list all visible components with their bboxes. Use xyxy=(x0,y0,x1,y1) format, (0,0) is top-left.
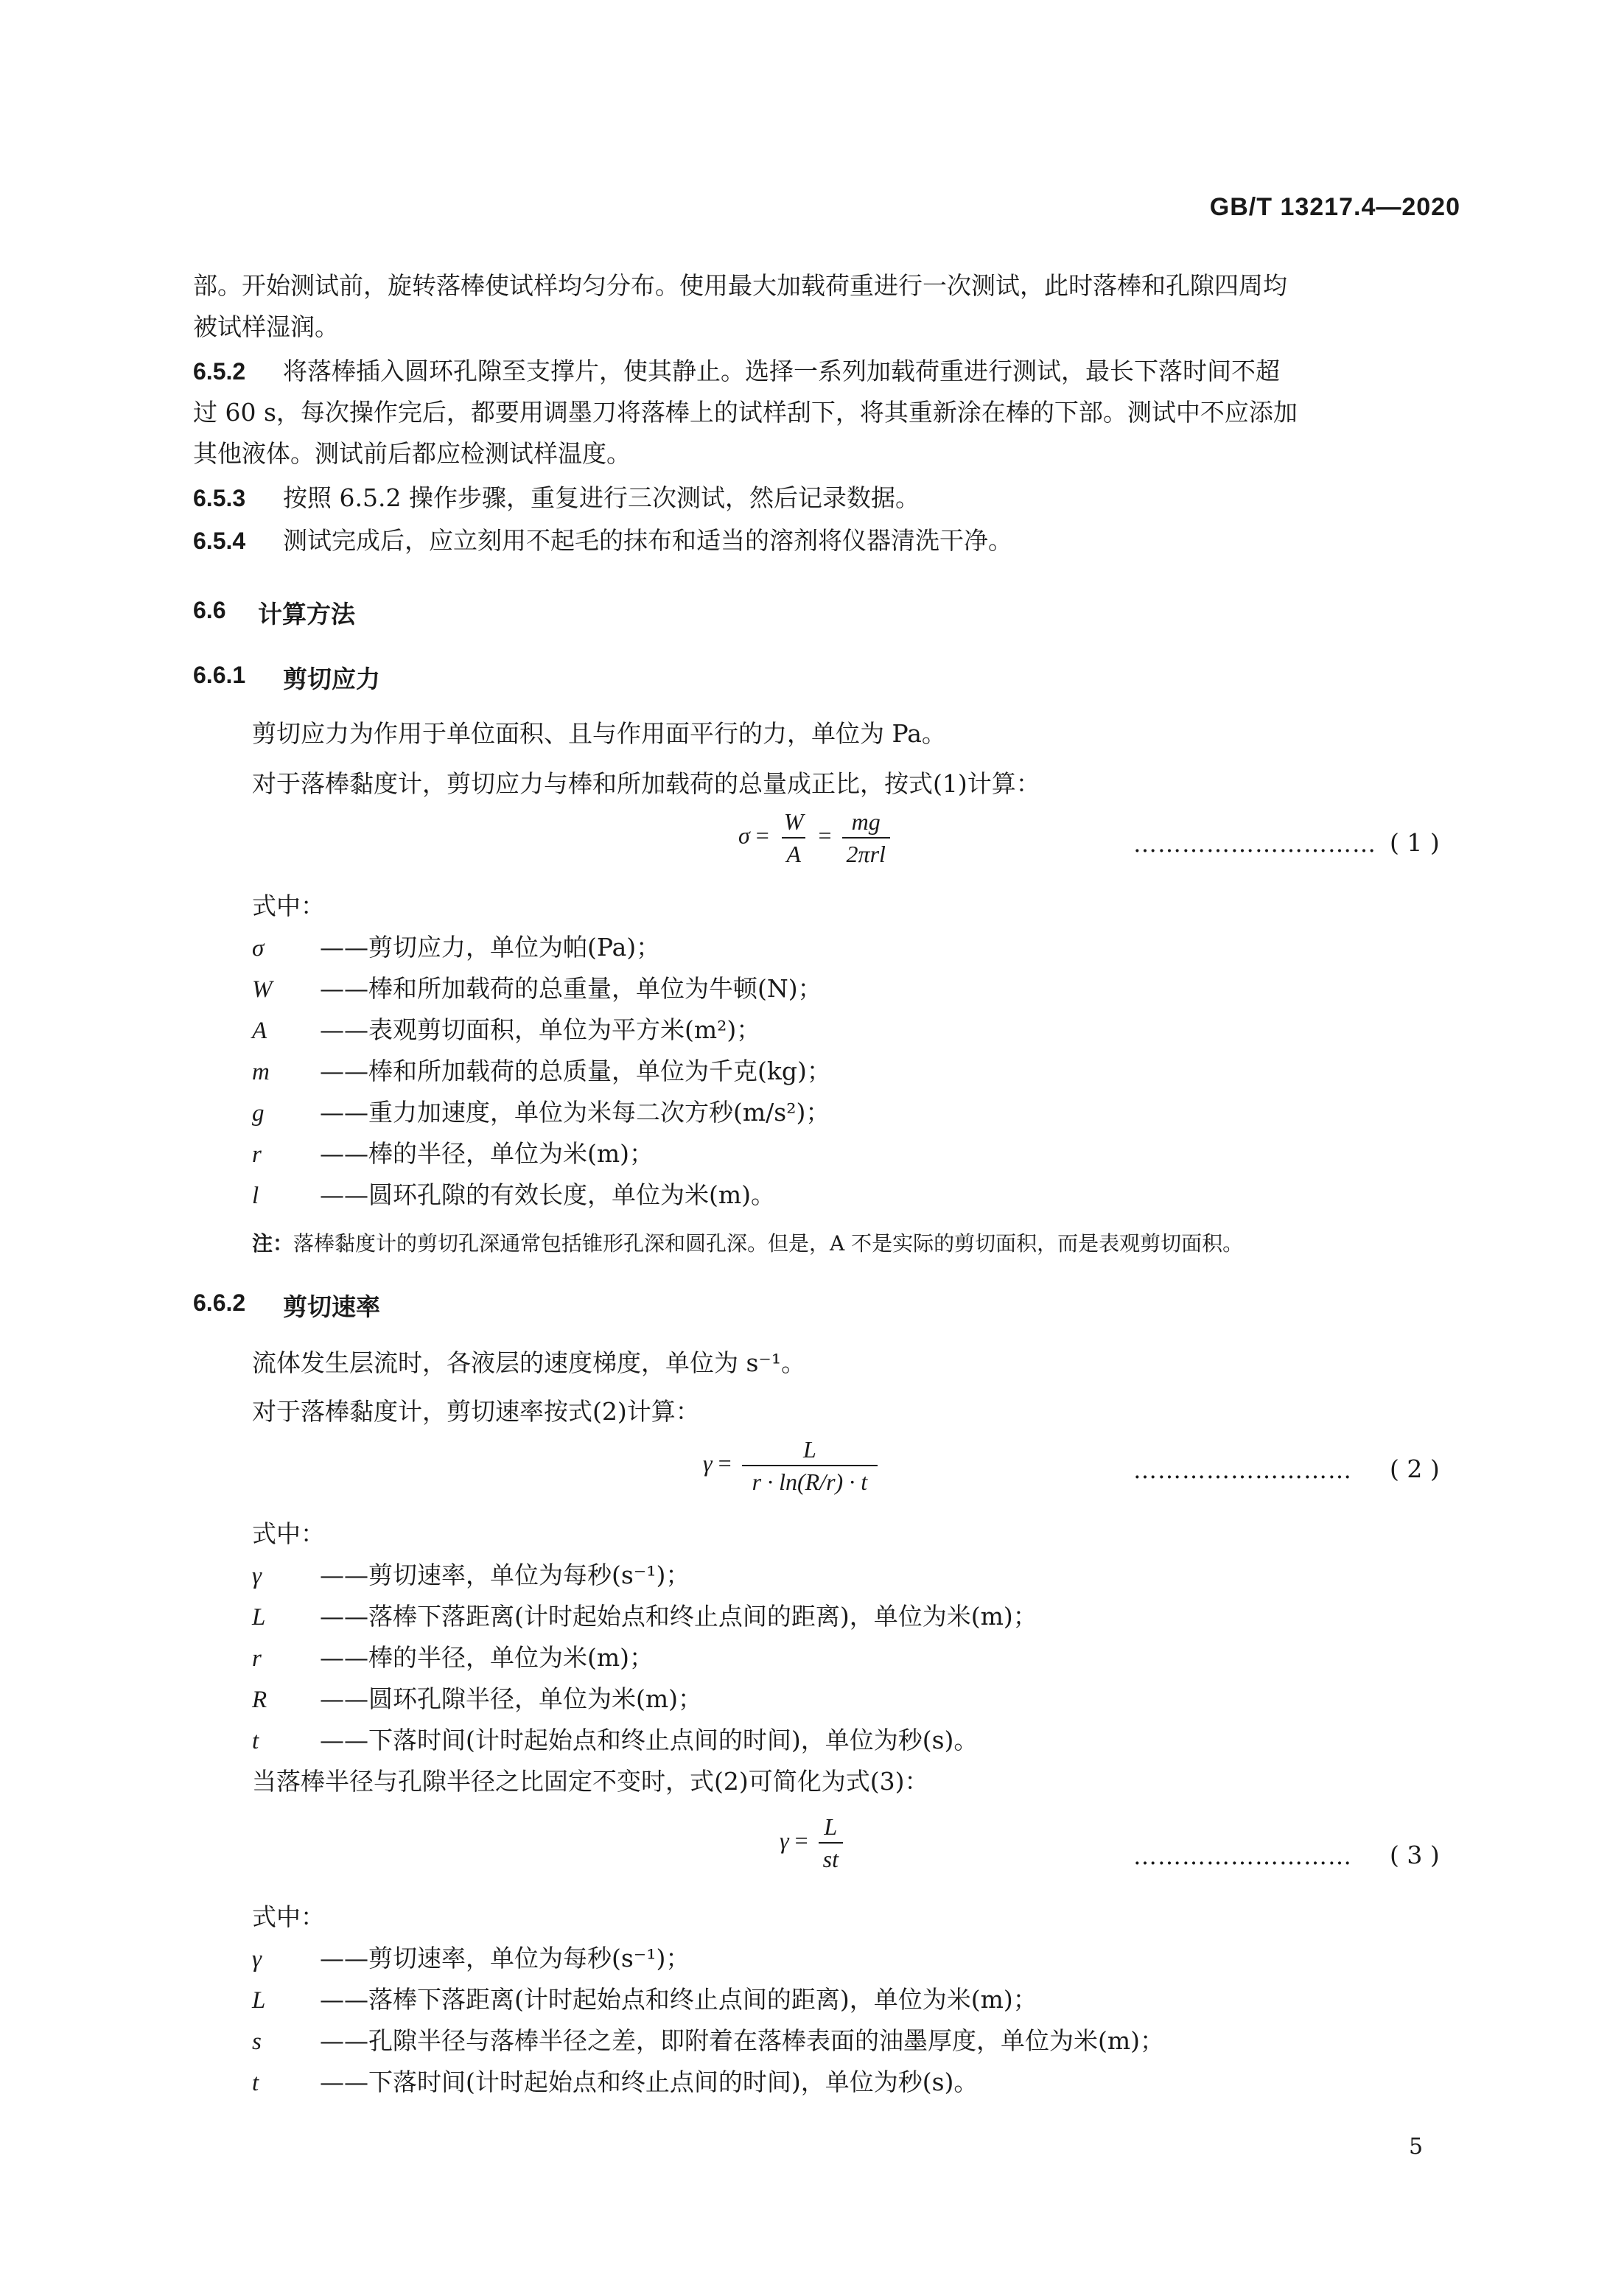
formula-1-fraction-b: $\frac{mg}{\text{2πrl}}$ xyxy=(842,808,890,868)
shear-stress-definition: 剪切应力为作用于单位面积、且与作用面平行的力，单位为 Pa。 xyxy=(252,719,946,748)
intro-line-1: 部。开始测试前，旋转落棒使试样均匀分布。使用最大加载荷重进行一次测试，此时落棒和孔隙四周均 xyxy=(193,271,1287,300)
note-text: 落棒黏度计的剪切孔深通常包括锥形孔深和圆孔深。但是，A 不是实际的剪切面积，而是表观剪切面积。 xyxy=(293,1231,1244,1256)
def-l: l ——圆环孔隙的有效长度，单位为米(m)。 xyxy=(252,1180,776,1209)
def2-L: L ——落棒下落距离(计时起始点和终止点间的距离)，单位为米(m)； xyxy=(252,1602,1037,1631)
def-r: r ——棒的半径，单位为米(m)； xyxy=(252,1139,654,1168)
section-6-6-1-number: 6.6.1 xyxy=(193,662,246,688)
formula-1-lhs: σ xyxy=(738,822,750,849)
formula-2-label: ( 2 ) xyxy=(1390,1454,1440,1483)
def-A: A ——表观剪切面积，单位为平方米(m²)； xyxy=(252,1015,761,1044)
section-6-6-1-title: 剪切应力 xyxy=(283,665,380,693)
def3-t: t ——下落时间(计时起始点和终止点间的时间)，单位为秒(s)。 xyxy=(252,2068,979,2096)
clause-6-5-2-number: 6.5.2 xyxy=(193,358,246,385)
formula-3-lhs: γ xyxy=(780,1827,789,1854)
formula-1-fraction-a: $\frac{W}{A}$ xyxy=(780,808,808,868)
shear-stress-intro: 对于落棒黏度计，剪切应力与棒和所加载荷的总量成正比，按式(1)计算： xyxy=(252,769,1040,798)
formula-2-leader: ……………………… xyxy=(1133,1456,1352,1484)
formula-3-fraction: $\frac{L}{st}$ xyxy=(819,1813,843,1873)
formula-3-label: ( 3 ) xyxy=(1390,1841,1440,1869)
def-W: W ——棒和所加载荷的总重量，单位为牛顿(N)； xyxy=(252,974,822,1003)
clause-6-5-4-number: 6.5.4 xyxy=(193,528,246,554)
where-label-1: 式中： xyxy=(252,892,325,920)
note-label: 注： xyxy=(252,1231,294,1256)
clause-6-5-2-line-3: 其他液体。测试前后都应检测试样温度。 xyxy=(193,439,631,468)
formula-2: γ = $\frac{L}{r \cdot \ln(R/r) \cdot t}$ xyxy=(703,1435,882,1496)
def3-gamma: γ ——剪切速率，单位为每秒(s⁻¹)； xyxy=(252,1944,690,1972)
def3-L: L ——落棒下落距离(计时起始点和终止点间的距离)，单位为米(m)； xyxy=(252,1985,1037,2014)
clause-6-5-4-text: 测试完成后，应立刻用不起毛的抹布和适当的溶剂将仪器清洗干净。 xyxy=(283,526,1012,555)
clause-6-5-3-text: 按照 6.5.2 操作步骤，重复进行三次测试，然后记录数据。 xyxy=(283,483,920,512)
def-g: g ——重力加速度，单位为米每二次方秒(m/s²)； xyxy=(252,1098,830,1127)
shear-rate-definition: 流体发生层流时，各液层的速度梯度，单位为 s⁻¹。 xyxy=(252,1348,806,1377)
standard-number: GB/T 13217.4—2020 xyxy=(1209,193,1460,221)
section-6-6-title: 计算方法 xyxy=(258,600,355,629)
def2-r: r ——棒的半径，单位为米(m)； xyxy=(252,1643,654,1672)
formula-3-leader: ……………………… xyxy=(1133,1842,1352,1870)
where-label-2: 式中： xyxy=(252,1519,325,1548)
def-m: m ——棒和所加载荷的总质量，单位为千克(kg)； xyxy=(252,1057,831,1085)
section-6-6-number: 6.6 xyxy=(193,597,226,623)
section-6-6-2-number: 6.6.2 xyxy=(193,1289,246,1316)
def2-gamma: γ ——剪切速率，单位为每秒(s⁻¹)； xyxy=(252,1561,690,1589)
note xyxy=(252,1228,1243,1257)
def2-R: R ——圆环孔隙半径，单位为米(m)； xyxy=(252,1684,703,1713)
where-label-3: 式中： xyxy=(252,1902,325,1931)
clause-6-5-2-line-2: 过 60 s，每次操作完后，都要用调墨刀将落棒上的试样刮下，将其重新涂在棒的下部。测试中不应添加 xyxy=(193,398,1298,427)
formula-2-lhs: γ xyxy=(703,1449,713,1477)
simplification-intro: 当落棒半径与孔隙半径之比固定不变时，式(2)可简化为式(3)： xyxy=(252,1767,929,1796)
page-number: 5 xyxy=(1409,2134,1424,2160)
def3-s: s ——孔隙半径与落棒半径之差，即附着在落棒表面的油墨厚度，单位为米(m)； xyxy=(252,2026,1165,2055)
def-sigma: σ ——剪切应力，单位为帕(Pa)； xyxy=(252,933,661,962)
formula-1-leader: ………………………… xyxy=(1133,830,1376,858)
clause-6-5-2-line-1: 将落棒插入圆环孔隙至支撑片，使其静止。选择一系列加载荷重进行测试，最长下落时间不超 xyxy=(283,357,1280,385)
formula-1-label: ( 1 ) xyxy=(1390,828,1440,857)
formula-3: γ = $\frac{L}{st}$ xyxy=(780,1813,847,1873)
section-6-6-2-title: 剪切速率 xyxy=(283,1292,380,1321)
clause-6-5-3-number: 6.5.3 xyxy=(193,485,246,511)
formula-2-fraction: $\frac{L}{r \cdot \ln(R/r) \cdot t}$ xyxy=(742,1435,878,1496)
def2-t: t ——下落时间(计时起始点和终止点间的时间)，单位为秒(s)。 xyxy=(252,1726,979,1754)
shear-rate-intro: 对于落棒黏度计，剪切速率按式(2)计算： xyxy=(252,1397,700,1426)
intro-line-2: 被试样湿润。 xyxy=(193,312,339,341)
formula-1: σ = $\frac{W}{A}$ = $\frac{mg}{\text{2πrl}}$ xyxy=(738,808,895,868)
